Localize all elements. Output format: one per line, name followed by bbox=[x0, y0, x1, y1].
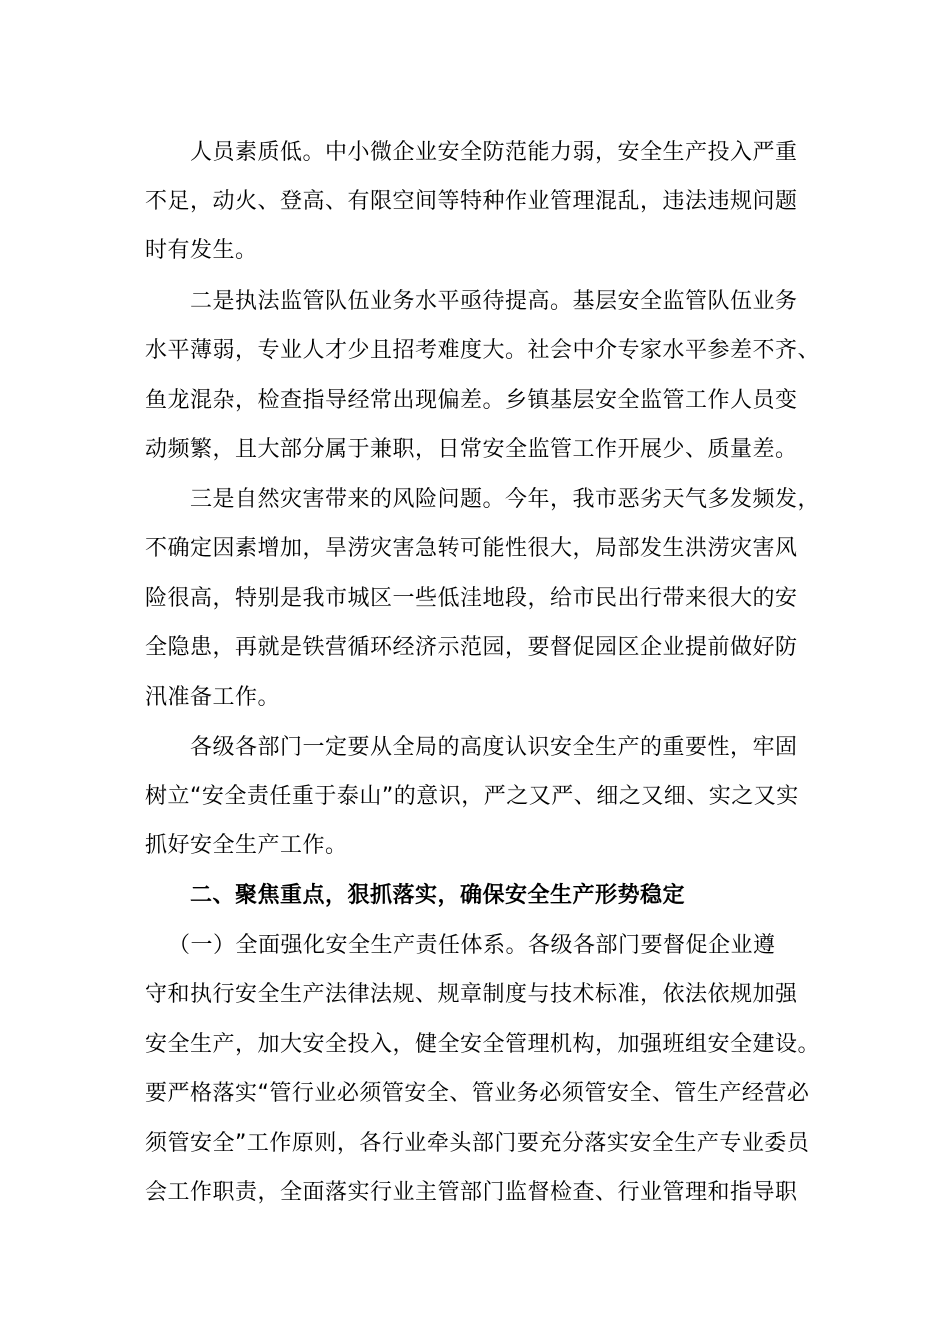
text-line: 全隐患，再就是铁营循环经济示范园，要督促园区企业提前做好防 bbox=[145, 635, 798, 660]
text-line: 鱼龙混杂，检查指导经常出现偏差。乡镇基层安全监管工作人员变 bbox=[145, 388, 798, 413]
text-line: 三是自然灾害带来的风险问题。今年，我市恶劣天气多发频发， bbox=[190, 487, 821, 512]
text-line: 人员素质低。中小微企业安全防范能力弱，安全生产投入严重 bbox=[190, 140, 798, 165]
text-line: 树立“安全责任重于泰山”的意识，严之又严、细之又细、实之又实 bbox=[145, 784, 799, 809]
text-line: 不确定因素增加，旱涝灾害急转可能性很大，局部发生洪涝灾害风 bbox=[145, 536, 798, 561]
text-line: 抓好安全生产工作。 bbox=[145, 833, 348, 858]
text-line: 要严格落实“管行业必须管安全、管业务必须管安全、管生产经营必 bbox=[145, 1081, 810, 1106]
text-line: 各级各部门一定要从全局的高度认识安全生产的重要性，牢固 bbox=[190, 735, 798, 760]
text-line: 水平薄弱，专业人才少且招考难度大。社会中介专家水平参差不齐、 bbox=[145, 338, 821, 363]
text-line: 会工作职责，全面落实行业主管部门监督检查、行业管理和指导职 bbox=[145, 1180, 798, 1205]
text-line: 须管安全”工作原则，各行业牵头部门要充分落实安全生产专业委员 bbox=[145, 1131, 810, 1156]
text-line: 不足，动火、登高、有限空间等特种作业管理混乱，违法违规问题 bbox=[145, 189, 798, 214]
text-line: 二是执法监管队伍业务水平亟待提高。基层安全监管队伍业务 bbox=[190, 289, 798, 314]
text-line: 安全生产，加大安全投入，健全安全管理机构，加强班组安全建设。 bbox=[145, 1032, 821, 1057]
text-line: 动频繁，且大部分属于兼职，日常安全监管工作开展少、质量差。 bbox=[145, 437, 798, 462]
text-line: （一）全面强化安全生产责任体系。各级各部门要督促企业遵 bbox=[168, 933, 776, 958]
text-line: 险很高，特别是我市城区一些低洼地段，给市民出行带来很大的安 bbox=[145, 586, 798, 611]
text-line: 时有发生。 bbox=[145, 238, 258, 263]
text-line: 汛准备工作。 bbox=[145, 685, 281, 710]
text-line: 守和执行安全生产法律法规、规章制度与技术标准，依法依规加强 bbox=[145, 982, 798, 1007]
section-heading: 二、聚焦重点，狠抓落实，确保安全生产形势稳定 bbox=[190, 883, 686, 908]
